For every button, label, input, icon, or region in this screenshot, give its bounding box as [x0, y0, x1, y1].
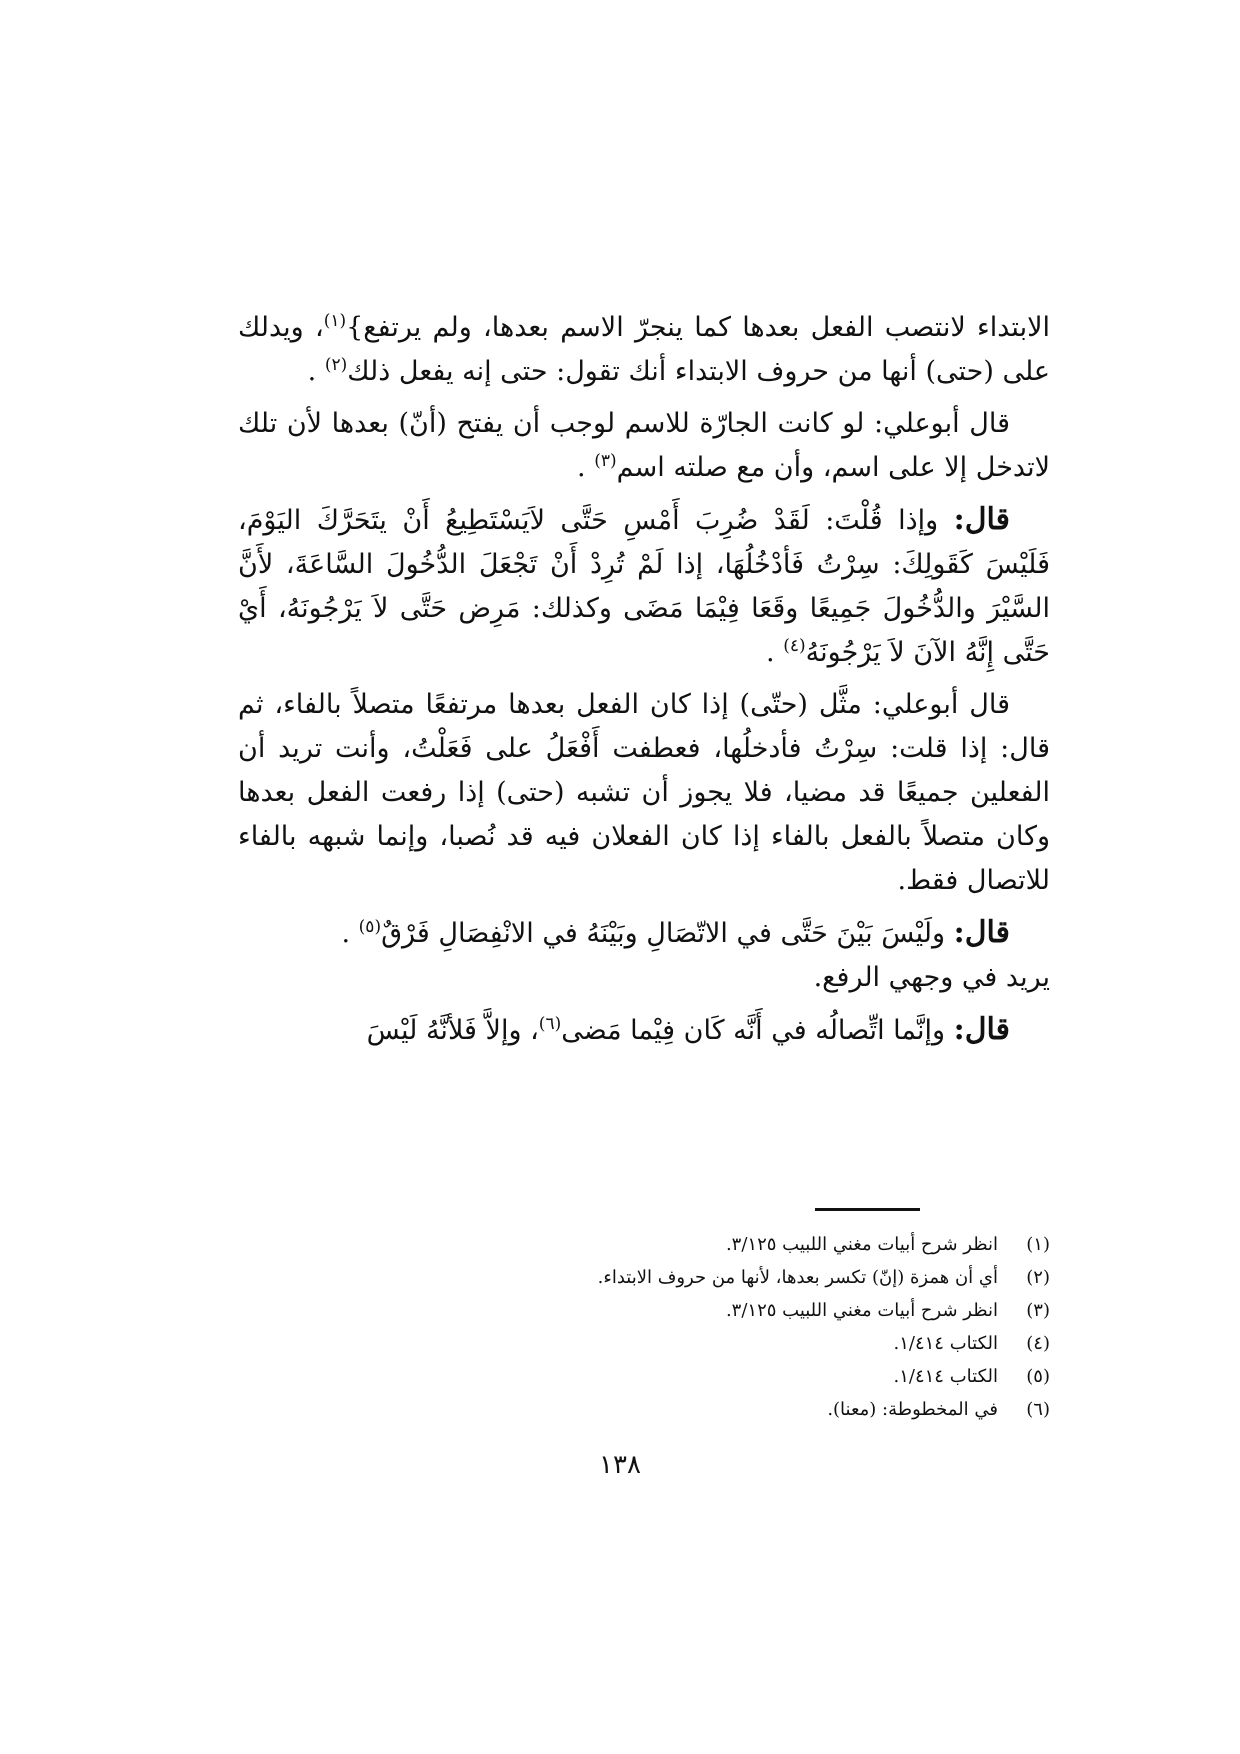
paragraph-4-text: قال أبوعلي: مثَّل (حتّى) إذا كان الفعل بعدها مرتفعًا متصلاً بالفاء، ثم قال: إذا قلت: سِرْتُ فأدخلُها، فعطفت أَفْعَلُ على فَعَلْتُ، وأنت تريد أن الفعلين جميعًا قد مضيا، فلا يجوز أن تشبه (حتى) إذا رفعت الفعل بعدها وكان متصلاً بالفعل بالفاء إذا كان الفعلان فيه قد نُصبا، وإنما شبهه بالفاء للاتصال فقط. — [238, 689, 1050, 896]
footnote-text: انظر شرح أبيات مغني اللبيب ٣/١٢٥. — [725, 1234, 998, 1255]
footnote-4 — [500, 1327, 1050, 1360]
paragraph-4 — [238, 683, 1050, 903]
paragraph-5-text: ولَيْسَ بَيْنَ حَتَّى في الاتّصَالِ وبَيْنَهُ في الانْفِصَالِ فَرْقٌ — [381, 918, 946, 949]
qal-label: قال: — [953, 502, 1010, 537]
footnote-text: أي أن همزة (إنّ) تكسر بعدها، لأنها من حروف الابتداء. — [597, 1267, 998, 1288]
paragraph-2-end: . — [577, 452, 586, 483]
footnote-text: الكتاب ١/٤١٤. — [893, 1366, 998, 1387]
footnote-number: (٤) — [1026, 1333, 1050, 1354]
footnote-separator — [815, 1208, 920, 1211]
footnote-ref-1[interactable]: (١) — [323, 311, 347, 331]
paragraph-5-continuation — [238, 956, 1050, 1000]
paragraph-3-text: وإذا قُلْتَ: لَقَدْ ضُرِبَ أَمْسِ حَتَّى لاَيَسْتَطِيعُ أَنْ يتَحَرَّكَ اليَوْمَ، فَلَيْسَ كَقَولِكَ: سِرْتُ فَأدْخُلُهَا، إذا لَمْ تُرِدْ أَنْ تَجْعَلَ الدُّخُولَ السَّاعَةَ، لأَنَّ السَّيْرَ والدُّخُولَ جَمِيعًا وقَعَا فِيْمَا مَضَى وكذلك: مَرِض حَتَّى لاَ يَرْجُونَهُ، أَيْ حَتَّى إِنَّهُ الآنَ لاَ يَرْجُونَهُ — [238, 505, 1050, 668]
footnote-ref-2[interactable]: (٢) — [324, 355, 348, 375]
footnote-number: (٢) — [1026, 1267, 1050, 1288]
paragraph-1-end: . — [307, 356, 317, 387]
footnote-2 — [500, 1261, 1050, 1294]
qal-label: قال: — [953, 1012, 1010, 1047]
paragraph-3-end: . — [766, 637, 775, 668]
paragraph-3 — [238, 498, 1050, 675]
footnote-ref-4[interactable]: (٤) — [783, 636, 806, 656]
paragraph-5-end: . — [341, 918, 351, 949]
footnote-6 — [500, 1393, 1050, 1426]
paragraph-6-text: وإنَّما اتِّصالُه في أَنَّه كَان فِيْما مَضى — [561, 1015, 946, 1046]
footnote-text: الكتاب ١/٤١٤. — [893, 1333, 998, 1354]
footnotes — [500, 1228, 1050, 1426]
qal-label: قال: — [953, 915, 1010, 950]
paragraph-6 — [238, 1008, 1050, 1053]
footnote-number: (٥) — [1026, 1366, 1050, 1387]
footnote-1 — [500, 1228, 1050, 1261]
footnote-text: انظر شرح أبيات مغني اللبيب ٣/١٢٥. — [725, 1300, 998, 1321]
paragraph-1-text-2: ، ويدلك على (حتى) أنها من حروف الابتداء أنك تقول: حتى إنه يفعل ذلك — [238, 312, 1050, 387]
paragraph-2 — [238, 402, 1050, 490]
footnote-ref-6[interactable]: (٦) — [538, 1014, 562, 1034]
footnote-number: (٦) — [1026, 1399, 1050, 1420]
footnote-ref-5[interactable]: (٥) — [358, 917, 382, 937]
footnote-ref-3[interactable]: (٣) — [594, 451, 617, 471]
paragraph-1-text: الابتداء لانتصب الفعل بعدها كما ينجرّ الاسم بعدها، ولم يرتفع} — [346, 312, 1050, 343]
paragraph-5-cont-text: يريد في وجهي الرفع. — [813, 962, 1050, 993]
paragraph-2-text: قال أبوعلي: لو كانت الجارّة للاسم لوجب أن يفتح (أنّ) بعدها لأن تلك لاتدخل إلا على اسم، وأن مع صلته اسم — [238, 408, 1050, 483]
footnote-5 — [500, 1360, 1050, 1393]
footnote-number: (١) — [1026, 1234, 1050, 1255]
main-text — [238, 306, 1050, 1061]
paragraph-1 — [238, 306, 1050, 394]
footnote-text: في المخطوطة: (معنا). — [827, 1399, 998, 1420]
footnote-3 — [500, 1294, 1050, 1327]
footnote-number: (٣) — [1026, 1300, 1050, 1321]
paragraph-6-text-2: ، وإلاَّ فَلأنَّهُ لَيْسَ — [366, 1015, 539, 1046]
paragraph-5 — [238, 911, 1050, 956]
page-number: ١٣٨ — [599, 1450, 641, 1480]
